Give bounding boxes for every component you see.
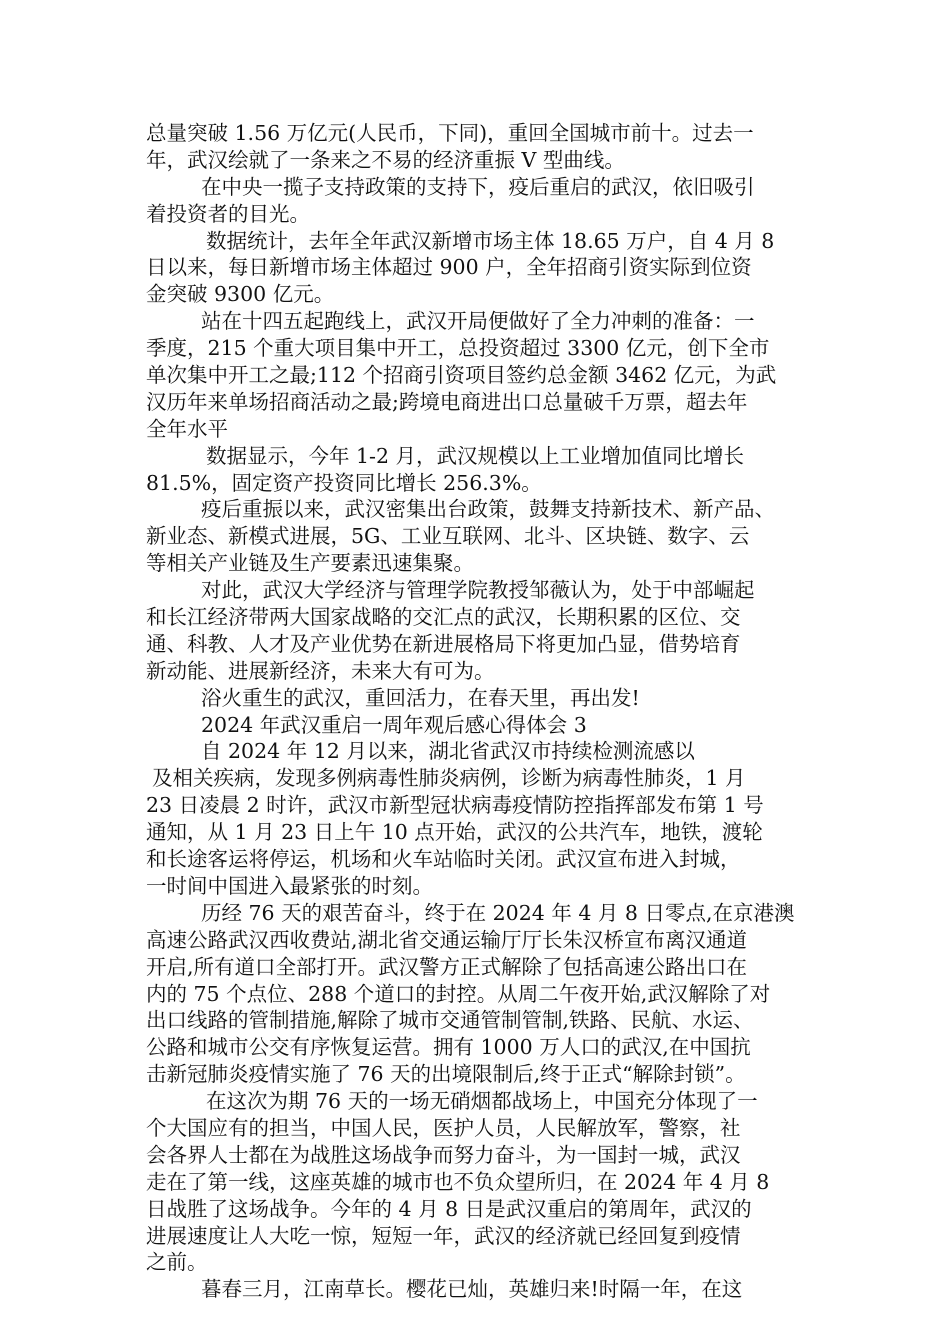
text-line: 自 2024 年 12 月以来，湖北省武汉市持续检测流感以 xyxy=(201,739,695,764)
text-line: 汉历年来单场招商活动之最;跨境电商进出口总量破千万票，超去年 xyxy=(146,389,748,414)
text-line: 单次集中开工之最;112 个招商引资项目签约总金额 3462 亿元，为武 xyxy=(146,363,777,388)
text-line: 开启,所有道口全部打开。武汉警方正式解除了包括高速公路出口在 xyxy=(146,954,748,979)
text-line: 通知，从 1 月 23 日上午 10 点开始，武汉的公共汽车，地铁，渡轮 xyxy=(146,820,763,845)
text-line: 疫后重振以来，武汉密集出台政策，鼓舞支持新技术、新产品、 xyxy=(201,497,775,522)
text-line: 金突破 9300 亿元。 xyxy=(146,282,335,307)
text-line: 对此，武汉大学经济与管理学院教授邹薇认为，处于中部崛起 xyxy=(201,578,755,603)
text-line: 全年水平 xyxy=(146,416,228,441)
text-line: 年，武汉绘就了一条来之不易的经济重振 V 型曲线。 xyxy=(146,147,625,172)
text-line: 2024 年武汉重启一周年观后感心得体会 3 xyxy=(201,712,587,737)
text-line: 击新冠肺炎疫情实施了 76 天的出境限制后,终于正式“解除封锁”。 xyxy=(146,1062,746,1087)
text-line: 和长途客运将停运，机场和火车站临时关闭。武汉宣布进入封城， xyxy=(146,847,741,872)
text-line: 等相关产业链及生产要素迅速集聚。 xyxy=(146,551,474,576)
text-line: 日战胜了这场战争。今年的 4 月 8 日是武汉重启的第周年，武汉的 xyxy=(146,1196,752,1221)
text-line: 总量突破 1.56 万亿元(人民币，下同)，重回全国城市前十。过去一 xyxy=(146,121,754,145)
text-line: 出口线路的管制措施,解除了城市交通管制管制,铁路、民航、水运、 xyxy=(146,1008,754,1033)
text-line: 浴火重生的武汉，重回活力，在春天里，再出发! xyxy=(201,685,640,710)
text-line: 个大国应有的担当，中国人民，医护人员，人民解放军，警察，社 xyxy=(146,1115,741,1140)
text-line: 在这次为期 76 天的一场无硝烟都战场上，中国充分体现了一 xyxy=(206,1089,758,1114)
text-line: 和长江经济带两大国家战略的交汇点的武汉，长期积累的区位、交 xyxy=(146,605,741,630)
text-line: 走在了第一线，这座英雄的城市也不负众望所归，在 2024 年 4 月 8 xyxy=(146,1169,770,1194)
text-line: 数据显示，今年 1-2 月，武汉规模以上工业增加值同比增长 xyxy=(206,443,745,468)
text-line: 新动能、进展新经济，未来大有可为。 xyxy=(146,658,495,683)
text-line: 着投资者的目光。 xyxy=(146,201,310,226)
document-body xyxy=(146,120,816,1303)
text-line: 站在十四五起跑线上，武汉开局便做好了全力冲刺的准备：一 xyxy=(201,309,755,334)
text-line: 及相关疾病，发现多例病毒性肺炎病例，诊断为病毒性肺炎，1 月 xyxy=(152,766,746,791)
text-line: 通、科教、人才及产业优势在新进展格局下将更加凸显，借势培育 xyxy=(146,631,741,656)
text-line: 之前。 xyxy=(146,1250,208,1275)
text-line: 日以来，每日新增市场主体超过 900 户，全年招商引资实际到位资 xyxy=(146,255,752,280)
text-line: 一时间中国进入最紧张的时刻。 xyxy=(146,873,433,898)
text-line: 内的 75 个点位、288 个道口的封控。从周二午夜开始,武汉解除了对 xyxy=(146,981,771,1006)
text-line: 暮春三月，江南草长。樱花已灿，英雄归来!时隔一年，在这 xyxy=(201,1277,743,1302)
text-line: 公路和城市公交有序恢复运营。拥有 1000 万人口的武汉,在中国抗 xyxy=(146,1035,751,1060)
text-line: 会各界人士都在为战胜这场战争而努力奋斗，为一国封一城，武汉 xyxy=(146,1142,741,1167)
text-line: 新业态、新模式进展，5G、工业互联网、北斗、区块链、数字、云 xyxy=(146,524,750,549)
text-line: 23 日凌晨 2 时许，武汉市新型冠状病毒疫情防控指挥部发布第 1 号 xyxy=(146,793,764,818)
text-line: 81.5%，固定资产投资同比增长 256.3%。 xyxy=(146,470,542,495)
text-line: 进展速度让人大吃一惊，短短一年，武汉的经济就已经回复到疫情 xyxy=(146,1223,741,1248)
text-line: 历经 76 天的艰苦奋斗，终于在 2024 年 4 月 8 日零点,在京港澳 xyxy=(201,900,795,925)
text-line: 季度，215 个重大项目集中开工，总投资超过 3300 亿元，创下全市 xyxy=(146,336,770,361)
text-line: 在中央一揽子支持政策的支持下，疫后重启的武汉，依旧吸引 xyxy=(201,174,755,199)
text-line: 数据统计，去年全年武汉新增市场主体 18.65 万户，自 4 月 8 xyxy=(206,228,775,253)
text-line: 高速公路武汉西收费站,湖北省交通运输厅厅长朱汉桥宣布离汉通道 xyxy=(146,927,748,952)
